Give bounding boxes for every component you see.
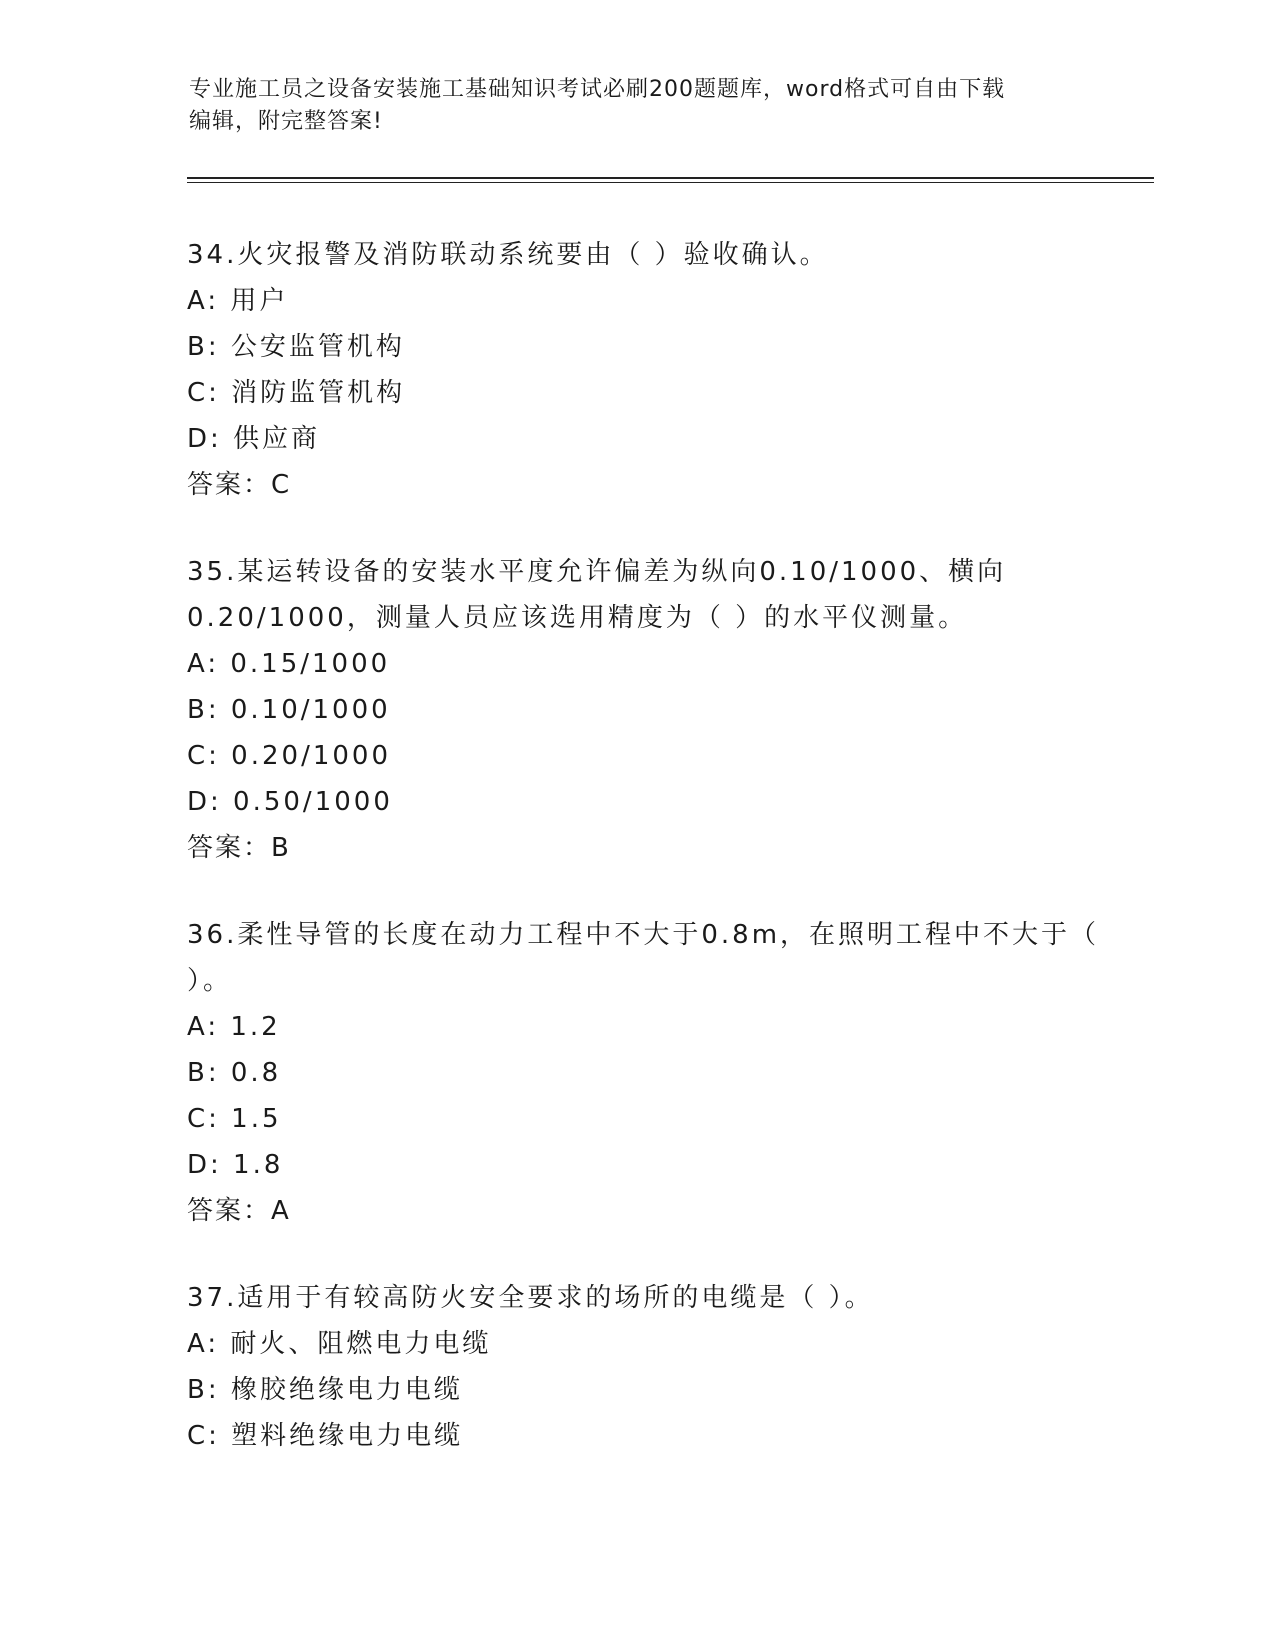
document-header (189, 74, 1089, 138)
question-stem-continued: 0.20/1000，测量人员应该选用精度为（ ）的水平仪测量。 (187, 603, 968, 633)
question-37 (187, 1275, 1087, 1459)
option-a: A: 用户 (187, 286, 289, 316)
option-c: C: 0.20/1000 (187, 741, 391, 771)
option-a: A: 1.2 (187, 1012, 281, 1042)
option-b: B: 橡胶绝缘电力电缆 (187, 1375, 463, 1405)
question-stem: 35.某运转设备的安装水平度允许偏差为纵向0.10/1000、横向 (187, 557, 1007, 587)
answer-line: 答案：B (187, 833, 291, 863)
header-rule-thick (187, 177, 1154, 179)
question-stem: 34.火灾报警及消防联动系统要由（ ）验收确认。 (187, 240, 829, 270)
option-b: B: 公安监管机构 (187, 332, 405, 362)
option-c: C: 1.5 (187, 1104, 282, 1134)
option-c: C: 消防监管机构 (187, 378, 406, 408)
question-34 (187, 232, 1087, 508)
option-c: C: 塑料绝缘电力电缆 (187, 1421, 464, 1451)
header-line-2: 编辑，附完整答案! (189, 109, 383, 134)
option-d: D: 1.8 (187, 1150, 284, 1180)
answer-line: 答案：A (187, 1196, 291, 1226)
option-d: D: 供应商 (187, 424, 321, 454)
question-list (187, 232, 1100, 1500)
question-stem: 36.柔性导管的长度在动力工程中不大于0.8m，在照明工程中不大于（ (187, 920, 1100, 950)
header-line-1: 专业施工员之设备安装施工基础知识考试必刷200题题库，word格式可自由下载 (189, 77, 1006, 102)
question-stem: 37.适用于有较高防火安全要求的场所的电缆是（ ）。 (187, 1283, 874, 1313)
option-a: A: 0.15/1000 (187, 649, 391, 679)
option-b: B: 0.10/1000 (187, 695, 391, 725)
question-stem-continued: ）。 (187, 966, 233, 996)
option-a: A: 耐火、阻燃电力电缆 (187, 1329, 492, 1359)
option-d: D: 0.50/1000 (187, 787, 393, 817)
question-36 (187, 912, 1100, 1234)
answer-line: 答案：C (187, 470, 292, 500)
question-35 (187, 549, 1087, 871)
header-rule-thin (187, 182, 1154, 183)
option-b: B: 0.8 (187, 1058, 282, 1088)
